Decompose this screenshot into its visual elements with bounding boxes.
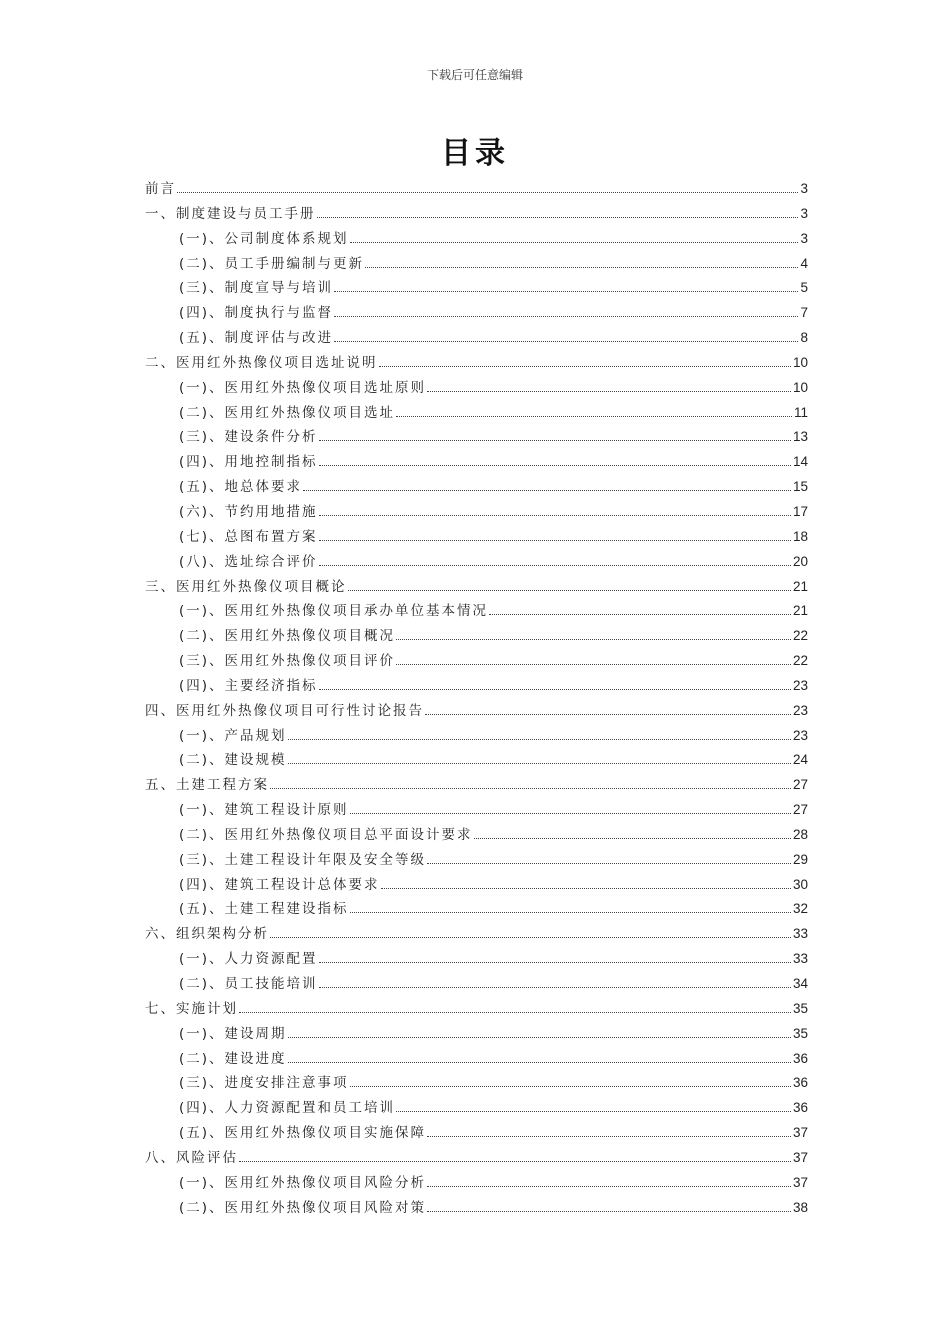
- toc-entry-text: (一)、公司制度体系规划: [179, 230, 349, 247]
- toc-entry-page: 3: [800, 230, 808, 246]
- toc-entry[interactable]: [145, 997, 808, 1022]
- toc-entry-text: (二)、医用红外热像仪项目概况: [179, 628, 396, 645]
- dot-leader: [317, 217, 799, 218]
- toc-entry[interactable]: [145, 649, 808, 674]
- dot-leader: [288, 763, 791, 764]
- toc-entry-text: (一)、人力资源配置: [179, 951, 318, 968]
- toc-entry-page: 3: [800, 181, 808, 196]
- toc-entry-text: 八、风险评估: [145, 1149, 238, 1166]
- toc-entry[interactable]: [145, 351, 808, 376]
- toc-entry-page: 14: [792, 454, 808, 470]
- toc-entry[interactable]: [145, 550, 808, 575]
- toc-entry[interactable]: [145, 475, 808, 500]
- toc-entry-page: 23: [792, 727, 808, 743]
- dot-leader: [427, 1186, 791, 1187]
- dot-leader: [270, 788, 791, 789]
- toc-entry-text: 五、土建工程方案: [145, 777, 269, 794]
- dot-leader: [427, 1211, 791, 1212]
- toc-entry-page: 15: [792, 479, 808, 495]
- toc-entry-page: 37: [792, 1125, 808, 1141]
- toc-entry-page: 22: [792, 653, 808, 669]
- toc-entry[interactable]: [145, 624, 808, 649]
- toc-entry[interactable]: [145, 450, 808, 475]
- toc-entry[interactable]: [145, 1096, 808, 1121]
- dot-leader: [288, 1062, 791, 1063]
- dot-leader: [319, 565, 791, 566]
- toc-entry-page: 38: [792, 1199, 808, 1215]
- toc-entry-page: 13: [792, 429, 808, 445]
- toc-entry[interactable]: [145, 1071, 808, 1096]
- toc-entry[interactable]: [145, 773, 808, 798]
- dot-leader: [425, 714, 791, 715]
- toc-entry[interactable]: [145, 1146, 808, 1171]
- toc-entry-text: (三)、进度安排注意事项: [179, 1075, 349, 1092]
- dot-leader: [365, 267, 798, 268]
- toc-entry-text: (一)、建设周期: [179, 1025, 287, 1042]
- toc-entry[interactable]: [145, 848, 808, 873]
- toc-entry-text: (四)、主要经济指标: [179, 677, 318, 694]
- dot-leader: [474, 838, 791, 839]
- toc-entry-text: (四)、建筑工程设计总体要求: [179, 876, 380, 893]
- toc-entry-text: (七)、总图布置方案: [179, 528, 318, 545]
- toc-entry-page: 3: [800, 205, 808, 221]
- toc-entry-page: 24: [792, 752, 808, 768]
- toc-entry-text: (一)、医用红外热像仪项目选址原则: [179, 379, 427, 396]
- toc-entry-page: 17: [792, 503, 808, 519]
- toc-entry-text: (二)、医用红外热像仪项目总平面设计要求: [179, 826, 473, 843]
- toc-entry[interactable]: [145, 823, 808, 848]
- toc-entry[interactable]: [145, 897, 808, 922]
- toc-entry[interactable]: [145, 674, 808, 699]
- toc-entry-text: (四)、用地控制指标: [179, 454, 318, 471]
- toc-entry[interactable]: [145, 748, 808, 773]
- toc-entry-text: 二、医用红外热像仪项目选址说明: [145, 354, 378, 371]
- dot-leader: [350, 1086, 791, 1087]
- dot-leader: [239, 1161, 791, 1162]
- dot-leader: [319, 515, 791, 516]
- toc-entry[interactable]: [145, 401, 808, 426]
- toc-entry-text: (一)、医用红外热像仪项目风险分析: [179, 1174, 427, 1191]
- toc-entry[interactable]: [145, 326, 808, 351]
- toc-entry-text: 前言: [145, 181, 176, 197]
- toc-entry-page: 30: [792, 876, 808, 892]
- table-of-contents: [145, 177, 808, 1220]
- toc-entry-page: 29: [792, 851, 808, 867]
- dot-leader: [381, 888, 791, 889]
- toc-entry-text: (五)、土建工程建设指标: [179, 901, 349, 918]
- toc-entry[interactable]: [145, 599, 808, 624]
- toc-entry[interactable]: [145, 500, 808, 525]
- toc-entry-page: 8: [800, 330, 808, 346]
- toc-entry[interactable]: [145, 947, 808, 972]
- toc-entry[interactable]: [145, 177, 808, 202]
- toc-entry[interactable]: [145, 301, 808, 326]
- toc-entry-page: 33: [792, 926, 808, 942]
- toc-entry[interactable]: [145, 922, 808, 947]
- toc-entry-text: 七、实施计划: [145, 1000, 238, 1017]
- toc-entry[interactable]: [145, 1022, 808, 1047]
- dot-leader: [427, 391, 791, 392]
- dot-leader: [396, 664, 791, 665]
- toc-entry[interactable]: [145, 425, 808, 450]
- toc-entry-text: (三)、医用红外热像仪项目评价: [179, 653, 396, 670]
- toc-entry-text: (二)、建设进度: [179, 1050, 287, 1067]
- toc-entry-text: (一)、建筑工程设计原则: [179, 802, 349, 819]
- dot-leader: [427, 863, 791, 864]
- toc-entry-page: 10: [792, 379, 808, 395]
- toc-entry-page: 27: [792, 777, 808, 793]
- dot-leader: [319, 689, 791, 690]
- toc-entry-text: (四)、人力资源配置和员工培训: [179, 1100, 396, 1117]
- dot-leader: [350, 912, 791, 913]
- dot-leader: [348, 590, 791, 591]
- toc-entry-page: 35: [792, 1000, 808, 1016]
- toc-entry-text: (一)、医用红外热像仪项目承办单位基本情况: [179, 603, 489, 620]
- toc-entry-text: (三)、土建工程设计年限及安全等级: [179, 851, 427, 868]
- toc-entry-text: (二)、员工技能培训: [179, 976, 318, 992]
- dot-leader: [334, 291, 798, 292]
- header-note: 下载后可任意编辑: [426, 68, 523, 82]
- toc-title: 目录: [441, 136, 509, 171]
- toc-entry[interactable]: [145, 798, 808, 823]
- toc-entry[interactable]: [145, 376, 808, 401]
- toc-entry[interactable]: [145, 1171, 808, 1196]
- toc-entry[interactable]: [145, 276, 808, 301]
- toc-entry-text: (五)、地总体要求: [179, 479, 303, 496]
- dot-leader: [319, 465, 791, 466]
- toc-entry-page: 34: [792, 976, 808, 991]
- toc-entry-page: 37: [792, 1149, 808, 1165]
- toc-entry-page: 36: [792, 1050, 808, 1066]
- toc-entry-page: 37: [792, 1174, 808, 1190]
- toc-entry-page: 33: [792, 951, 808, 967]
- dot-leader: [319, 987, 791, 988]
- toc-entry-page: 36: [792, 1075, 808, 1091]
- toc-entry-text: (三)、建设条件分析: [179, 429, 318, 446]
- dot-leader: [319, 540, 791, 541]
- toc-entry-text: (四)、制度执行与监督: [179, 305, 334, 322]
- dot-leader: [489, 614, 791, 615]
- dot-leader: [350, 813, 791, 814]
- dot-leader: [319, 962, 791, 963]
- toc-entry[interactable]: [145, 699, 808, 724]
- toc-entry-page: 21: [792, 603, 808, 619]
- toc-entry[interactable]: [145, 873, 808, 898]
- toc-entry-page: 18: [792, 528, 808, 544]
- toc-entry-text: (五)、制度评估与改进: [179, 330, 334, 347]
- toc-entry[interactable]: [145, 1121, 808, 1146]
- toc-entry-page: 27: [792, 802, 808, 818]
- toc-entry-page: 11: [793, 404, 808, 420]
- toc-entry[interactable]: [145, 227, 808, 252]
- toc-entry-page: 5: [800, 280, 808, 296]
- toc-entry-text: 四、医用红外热像仪项目可行性讨论报告: [145, 702, 424, 719]
- toc-entry-text: (三)、制度宣导与培训: [179, 280, 334, 297]
- toc-entry-text: (二)、建设规模: [179, 752, 287, 769]
- toc-entry-text: (二)、医用红外热像仪项目风险对策: [179, 1199, 427, 1216]
- dot-leader: [177, 192, 798, 193]
- toc-entry-text: (一)、产品规划: [179, 727, 287, 744]
- toc-entry-page: 23: [792, 702, 808, 718]
- dot-leader: [427, 1136, 791, 1137]
- toc-entry[interactable]: [145, 724, 808, 749]
- toc-entry-text: 三、医用红外热像仪项目概论: [145, 578, 347, 595]
- toc-entry-page: 7: [800, 305, 808, 321]
- toc-entry-page: 4: [800, 255, 808, 271]
- dot-leader: [239, 1012, 791, 1013]
- toc-entry-page: 32: [792, 901, 808, 917]
- toc-entry[interactable]: [145, 575, 808, 600]
- toc-entry[interactable]: [145, 1196, 808, 1221]
- dot-leader: [319, 440, 791, 441]
- toc-entry[interactable]: [145, 972, 808, 997]
- toc-entry-page: 22: [792, 628, 808, 644]
- dot-leader: [334, 316, 798, 317]
- toc-entry-text: (五)、医用红外热像仪项目实施保障: [179, 1125, 427, 1142]
- toc-entry-text: 六、组织架构分析: [145, 926, 269, 943]
- toc-entry-page: 10: [792, 354, 808, 370]
- toc-entry-text: (二)、医用红外热像仪项目选址: [179, 404, 396, 421]
- dot-leader: [334, 341, 798, 342]
- toc-entry-text: (六)、节约用地措施: [179, 503, 318, 520]
- toc-entry-page: 20: [792, 553, 808, 569]
- dot-leader: [350, 242, 799, 243]
- toc-entry[interactable]: [145, 1047, 808, 1072]
- toc-entry-page: 36: [792, 1100, 808, 1116]
- dot-leader: [396, 416, 792, 417]
- dot-leader: [288, 739, 791, 740]
- toc-entry-page: 21: [792, 578, 808, 594]
- toc-entry[interactable]: [145, 252, 808, 277]
- dot-leader: [270, 937, 791, 938]
- dot-leader: [396, 1111, 791, 1112]
- toc-entry-text: 一、制度建设与员工手册: [145, 205, 316, 222]
- toc-entry[interactable]: [145, 202, 808, 227]
- toc-entry-page: 35: [792, 1025, 808, 1041]
- dot-leader: [379, 366, 791, 367]
- toc-entry-page: 28: [792, 826, 808, 842]
- dot-leader: [396, 639, 791, 640]
- dot-leader: [303, 490, 791, 491]
- toc-entry-page: 23: [792, 677, 808, 693]
- toc-entry-text: (二)、员工手册编制与更新: [179, 255, 365, 272]
- toc-entry-text: (八)、选址综合评价: [179, 553, 318, 570]
- dot-leader: [288, 1037, 791, 1038]
- toc-entry[interactable]: [145, 525, 808, 550]
